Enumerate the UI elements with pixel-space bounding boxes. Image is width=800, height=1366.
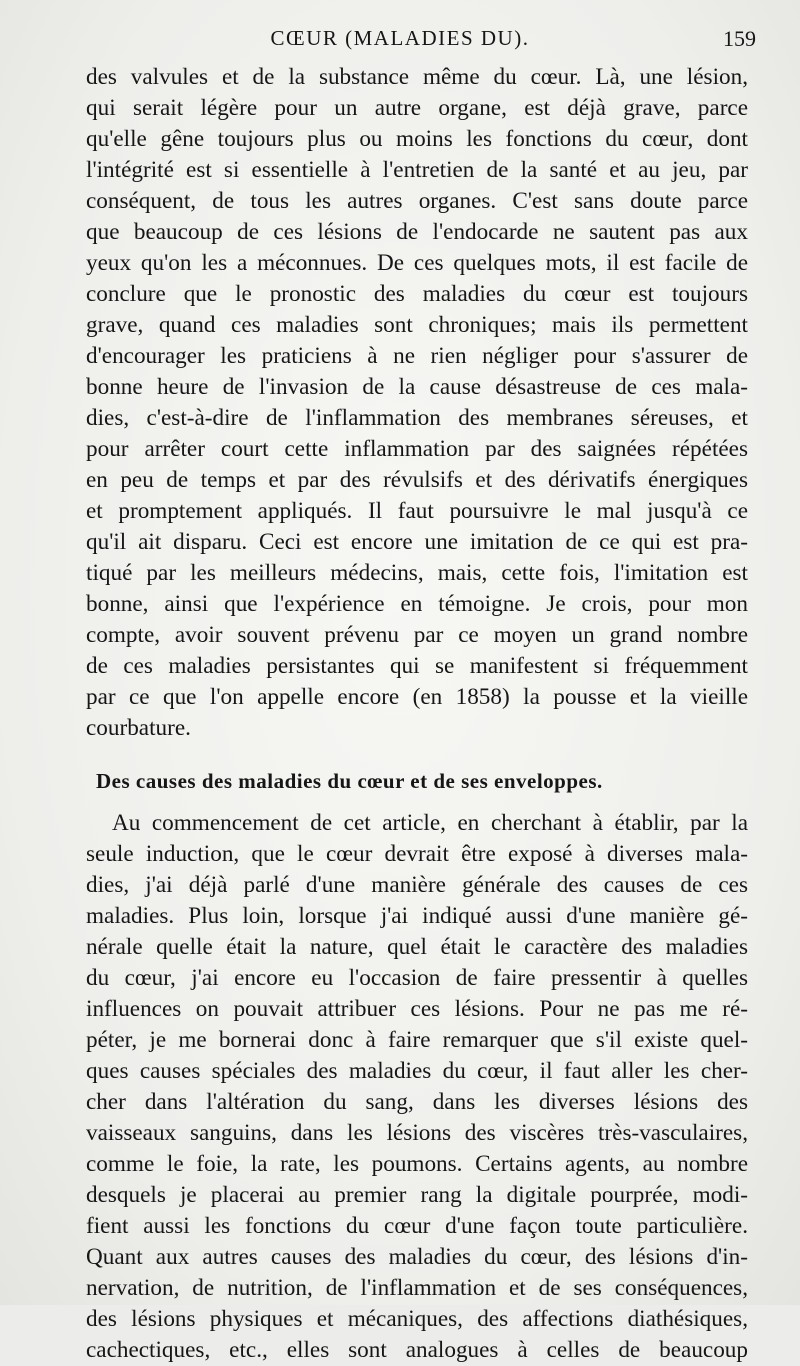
text-line: courbature. bbox=[86, 715, 191, 741]
text-line: qui serait légère pour un autre organe, est déjà grave, parce bbox=[86, 95, 748, 121]
text-line: nervation, de nutrition, de l'inflammation et de ses conséquences, bbox=[86, 1275, 748, 1301]
text-line: et promptement appliqués. Il faut poursuivre le mal jusqu'à ce bbox=[86, 498, 748, 524]
text-line: cher dans l'altération du sang, dans les diverses lésions des bbox=[86, 1089, 748, 1115]
text-line: grave, quand ces maladies sont chroniques; mais ils permettent bbox=[86, 312, 748, 338]
text-line: seule induction, que le cœur devrait être exposé à diverses mala- bbox=[86, 841, 748, 867]
text-line: pour arrêter court cette inflammation par des saignées répétées bbox=[86, 436, 748, 462]
paragraph-1 bbox=[86, 62, 748, 744]
text-line: bonne heure de l'invasion de la cause désastreuse de ces mala- bbox=[86, 374, 748, 400]
paragraph-2 bbox=[86, 808, 748, 1366]
text-line: par ce que l'on appelle encore (en 1858) la pousse et la vieille bbox=[86, 684, 748, 710]
text-line: péter, je me bornerai donc à faire remarquer que s'il existe quel- bbox=[86, 1027, 748, 1053]
text-line: de ces maladies persistantes qui se manifestent si fréquemment bbox=[86, 653, 748, 679]
text-line: Quant aux autres causes des maladies du cœur, des lésions d'in- bbox=[86, 1244, 748, 1270]
text-line: maladies. Plus loin, lorsque j'ai indiqué aussi d'une manière gé- bbox=[86, 903, 748, 929]
text-line: cachectiques, etc., elles sont analogues à celles de beaucoup bbox=[86, 1337, 748, 1363]
text-line: desquels je placerai au premier rang la digitale pourprée, modi- bbox=[86, 1182, 748, 1208]
text-line: qu'elle gêne toujours plus ou moins les fonctions du cœur, dont bbox=[86, 126, 748, 152]
text-line: dies, j'ai déjà parlé d'une manière générale des causes de ces bbox=[86, 872, 748, 898]
text-line: yeux qu'on les a méconnues. De ces quelques mots, il est facile de bbox=[86, 250, 748, 276]
text-line: tiqué par les meilleurs médecins, mais, cette fois, l'imitation est bbox=[86, 560, 748, 586]
text-line: Au commencement de cet article, en cherchant à établir, par la bbox=[112, 810, 748, 836]
text-line: comme le foie, la rate, les poumons. Certains agents, au nombre bbox=[86, 1151, 748, 1177]
text-line: des lésions physiques et mécaniques, des affections diathésiques, bbox=[86, 1306, 748, 1332]
running-title: CŒUR (MALADIES DU). bbox=[270, 26, 530, 50]
page-number: 159 bbox=[723, 26, 756, 51]
text-line: ques causes spéciales des maladies du cœur, il faut aller les cher- bbox=[86, 1058, 748, 1084]
text-line: influences on pouvait attribuer ces lésions. Pour ne pas me ré- bbox=[86, 996, 748, 1022]
body-text bbox=[86, 62, 748, 1366]
text-line: vaisseaux sanguins, dans les lésions des viscères très-vasculaires, bbox=[86, 1120, 748, 1146]
text-line: fient aussi les fonctions du cœur d'une façon toute particulière. bbox=[86, 1213, 748, 1239]
section-heading: Des causes des maladies du cœur et de ses enveloppes. bbox=[96, 769, 603, 793]
text-line: d'encourager les praticiens à ne rien négliger pour s'assurer de bbox=[86, 343, 748, 369]
text-line: que beaucoup de ces lésions de l'endocarde ne sautent pas aux bbox=[86, 219, 748, 245]
text-line: bonne, ainsi que l'expérience en témoigne. Je crois, pour mon bbox=[86, 591, 748, 617]
text-line: compte, avoir souvent prévenu par ce moyen un grand nombre bbox=[86, 622, 748, 648]
text-line: qu'il ait disparu. Ceci est encore une imitation de ce qui est pra- bbox=[86, 529, 748, 555]
text-line: l'intégrité est si essentielle à l'entretien de la santé et au jeu, par bbox=[86, 157, 748, 183]
text-line: du cœur, j'ai encore eu l'occasion de faire pressentir à quelles bbox=[86, 965, 748, 991]
running-header bbox=[0, 22, 800, 58]
text-line: en peu de temps et par des révulsifs et des dérivatifs énergiques bbox=[86, 467, 748, 493]
text-line: des valvules et de la substance même du cœur. Là, une lésion, bbox=[86, 64, 748, 90]
text-line: conséquent, de tous les autres organes. C'est sans doute parce bbox=[86, 188, 748, 214]
text-line: nérale quelle était la nature, quel était le caractère des maladies bbox=[86, 934, 748, 960]
text-line: conclure que le pronostic des maladies du cœur est toujours bbox=[86, 281, 748, 307]
text-line: dies, c'est-à-dire de l'inflammation des membranes séreuses, et bbox=[86, 405, 748, 431]
